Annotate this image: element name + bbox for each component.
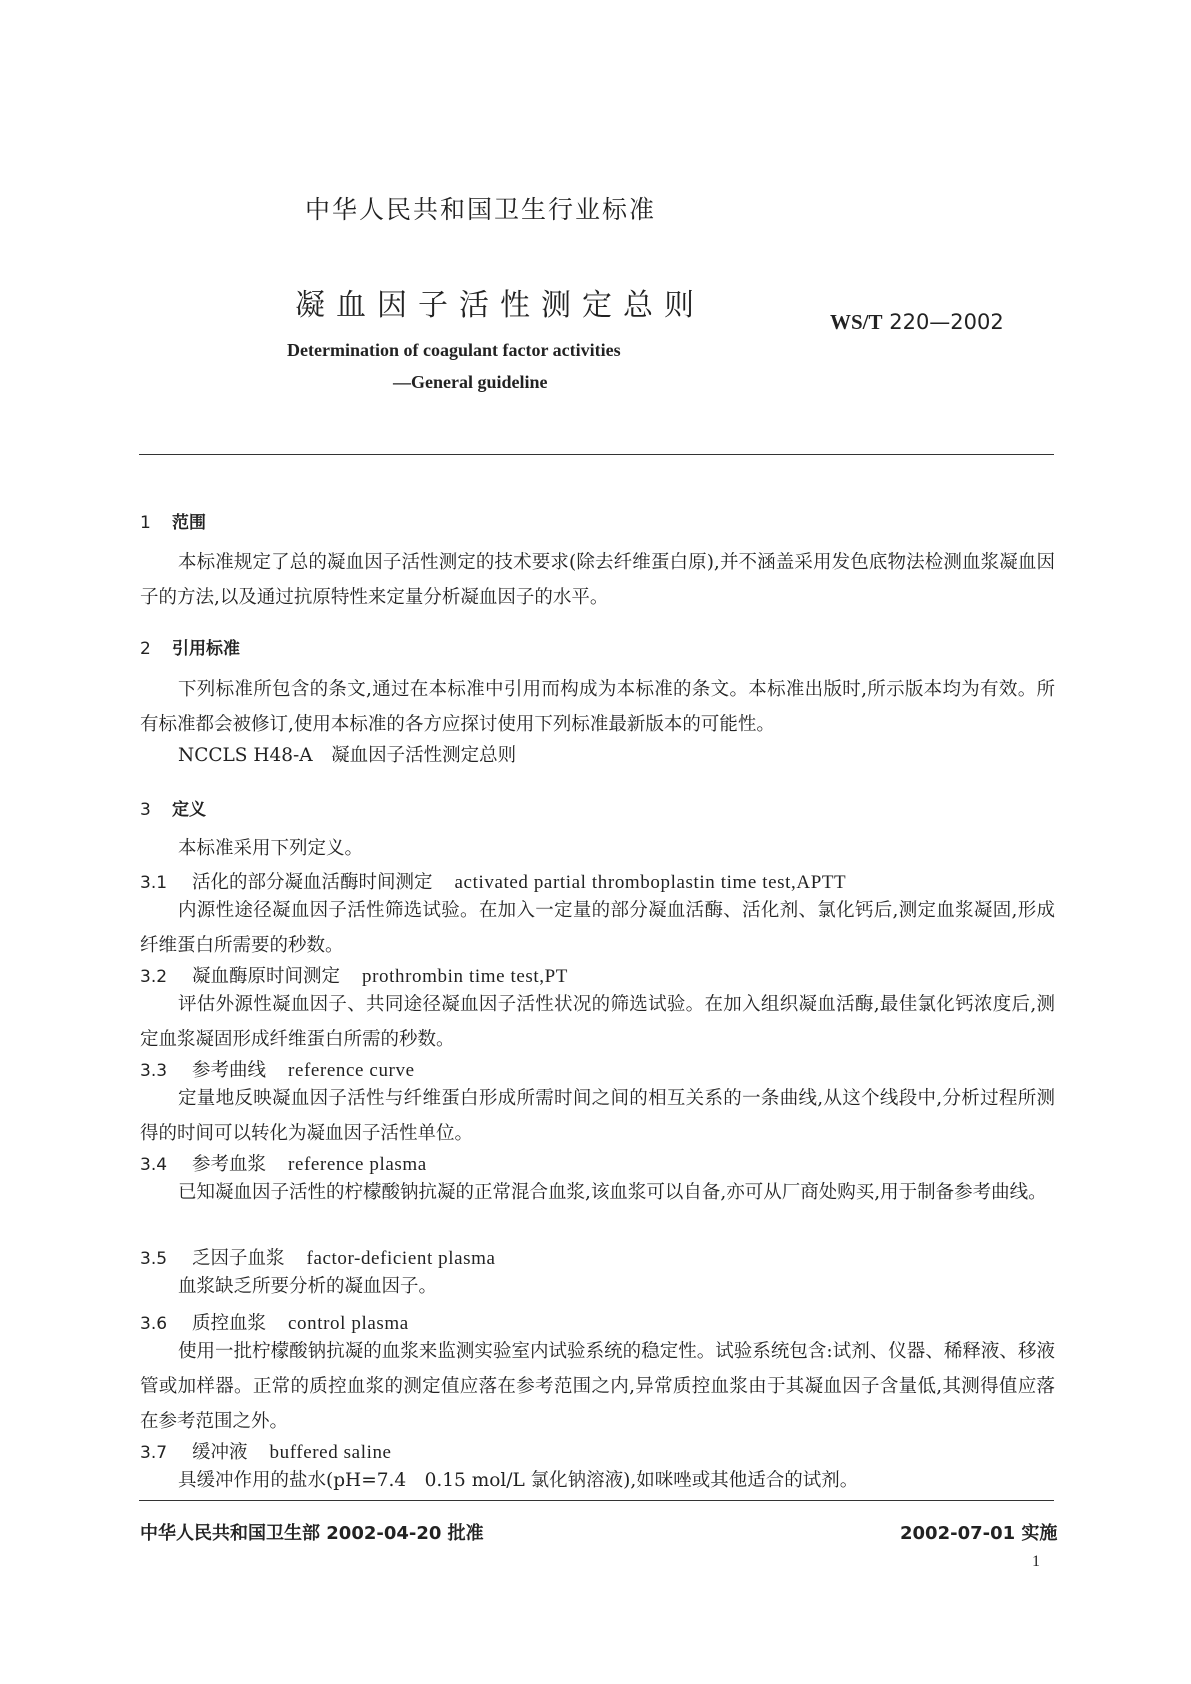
term-en: prothrombin time test,PT <box>362 966 568 987</box>
document-title-en-line1: Determination of coagulant factor activities <box>287 340 621 360</box>
document-title-cn: 凝血因子活性测定总则 <box>295 288 705 323</box>
term-3-3 <box>140 1056 415 1082</box>
standard-type-title: 中华人民共和国卫生行业标准 <box>305 195 657 224</box>
section-number: 3 <box>140 800 151 820</box>
term-3-1 <box>140 868 846 894</box>
page-number: 1 <box>1032 1553 1040 1570</box>
footer-divider <box>139 1500 1054 1501</box>
term-3-3-definition: 定量地反映凝血因子活性与纤维蛋白形成所需时间之间的相互关系的一条曲线,从这个线段中,分析过程所测得的时间可以转化为凝血因子活性单位。 <box>140 1088 1055 1144</box>
section-2-heading <box>140 634 240 659</box>
term-cn: 乏因子血浆 <box>192 1248 285 1269</box>
term-cn: 质控血浆 <box>192 1313 267 1334</box>
term-number: 3.7 <box>140 1443 168 1463</box>
section-1-heading <box>140 508 206 533</box>
section-number: 2 <box>140 639 151 659</box>
term-cn: 参考曲线 <box>192 1060 267 1081</box>
term-number: 3.4 <box>140 1155 168 1175</box>
implementation-date: 2002-07-01 实施 <box>900 1523 1058 1544</box>
term-en: factor-deficient plasma <box>306 1248 496 1269</box>
section-2-body: 下列标准所包含的条文,通过在本标准中引用而构成为本标准的条文。本标准出版时,所示版本均为有效。所有标准都会被修订,使用本标准的各方应探讨使用下列标准最新版本的可能性。 <box>140 679 1055 735</box>
term-number: 3.2 <box>140 967 168 987</box>
approval-date: 中华人民共和国卫生部 2002-04-20 批准 <box>140 1523 484 1544</box>
section-title: 范围 <box>172 513 206 533</box>
section-1-body: 本标准规定了总的凝血因子活性测定的技术要求(除去纤维蛋白原),并不涵盖采用发色底物法检测血浆凝血因子的方法,以及通过抗原特性来定量分析凝血因子的水平。 <box>140 552 1055 608</box>
term-cn: 缓冲液 <box>192 1442 248 1463</box>
term-cn: 参考血浆 <box>192 1154 267 1175</box>
term-3-6-definition: 使用一批柠檬酸钠抗凝的血浆来监测实验室内试验系统的稳定性。试验系统包含:试剂、仪器、稀释液、移液管或加样器。正常的质控血浆的测定值应落在参考范围之内,异常质控血浆由于其凝血因子含量低,其测得值应落在参考范围之外。 <box>140 1341 1055 1432</box>
term-cn: 活化的部分凝血活酶时间测定 <box>192 872 433 893</box>
term-3-2-definition: 评估外源性凝血因子、共同途径凝血因子活性状况的筛选试验。在加入组织凝血活酶,最佳氯化钙浓度后,测定血浆凝固形成纤维蛋白所需的秒数。 <box>140 994 1055 1050</box>
term-number: 3.3 <box>140 1061 168 1081</box>
term-3-4 <box>140 1150 427 1176</box>
section-number: 1 <box>140 513 151 533</box>
term-3-1-definition: 内源性途径凝血因子活性筛选试验。在加入一定量的部分凝血活酶、活化剂、氯化钙后,测定血浆凝固,形成纤维蛋白所需要的秒数。 <box>140 900 1055 956</box>
term-3-2 <box>140 962 568 988</box>
term-en: reference curve <box>288 1060 415 1081</box>
section-3-heading <box>140 795 206 820</box>
standard-code <box>830 310 1004 335</box>
section-title: 定义 <box>172 800 206 820</box>
document-title-en-line2: —General guideline <box>393 372 548 392</box>
standard-code-number: 220—2002 <box>889 310 1004 334</box>
header-divider <box>139 454 1054 455</box>
term-3-5 <box>140 1244 496 1270</box>
term-number: 3.5 <box>140 1249 168 1269</box>
term-en: control plasma <box>288 1313 409 1334</box>
standard-code-prefix: WS/T <box>830 310 883 334</box>
term-3-6 <box>140 1309 409 1335</box>
term-en: activated partial thromboplastin time test,APTT <box>454 872 847 893</box>
section-3-intro: 本标准采用下列定义。 <box>178 838 364 859</box>
section-title: 引用标准 <box>172 639 240 659</box>
term-cn: 凝血酶原时间测定 <box>192 966 341 987</box>
term-3-5-definition: 血浆缺乏所要分析的凝血因子。 <box>178 1276 438 1297</box>
term-3-4-definition: 已知凝血因子活性的柠檬酸钠抗凝的正常混合血浆,该血浆可以自备,亦可从厂商处购买,用于制备参考曲线。 <box>178 1182 1047 1203</box>
referenced-standard: NCCLS H48-A 凝血因子活性测定总则 <box>178 745 517 766</box>
term-3-7 <box>140 1438 392 1464</box>
term-en: reference plasma <box>288 1154 427 1175</box>
term-en: buffered saline <box>269 1442 392 1463</box>
term-number: 3.6 <box>140 1314 168 1334</box>
term-3-7-definition: 具缓冲作用的盐水(pH=7.4 0.15 mol/L 氯化钠溶液),如咪唑或其他适合的试剂。 <box>178 1470 859 1491</box>
term-number: 3.1 <box>140 873 168 893</box>
